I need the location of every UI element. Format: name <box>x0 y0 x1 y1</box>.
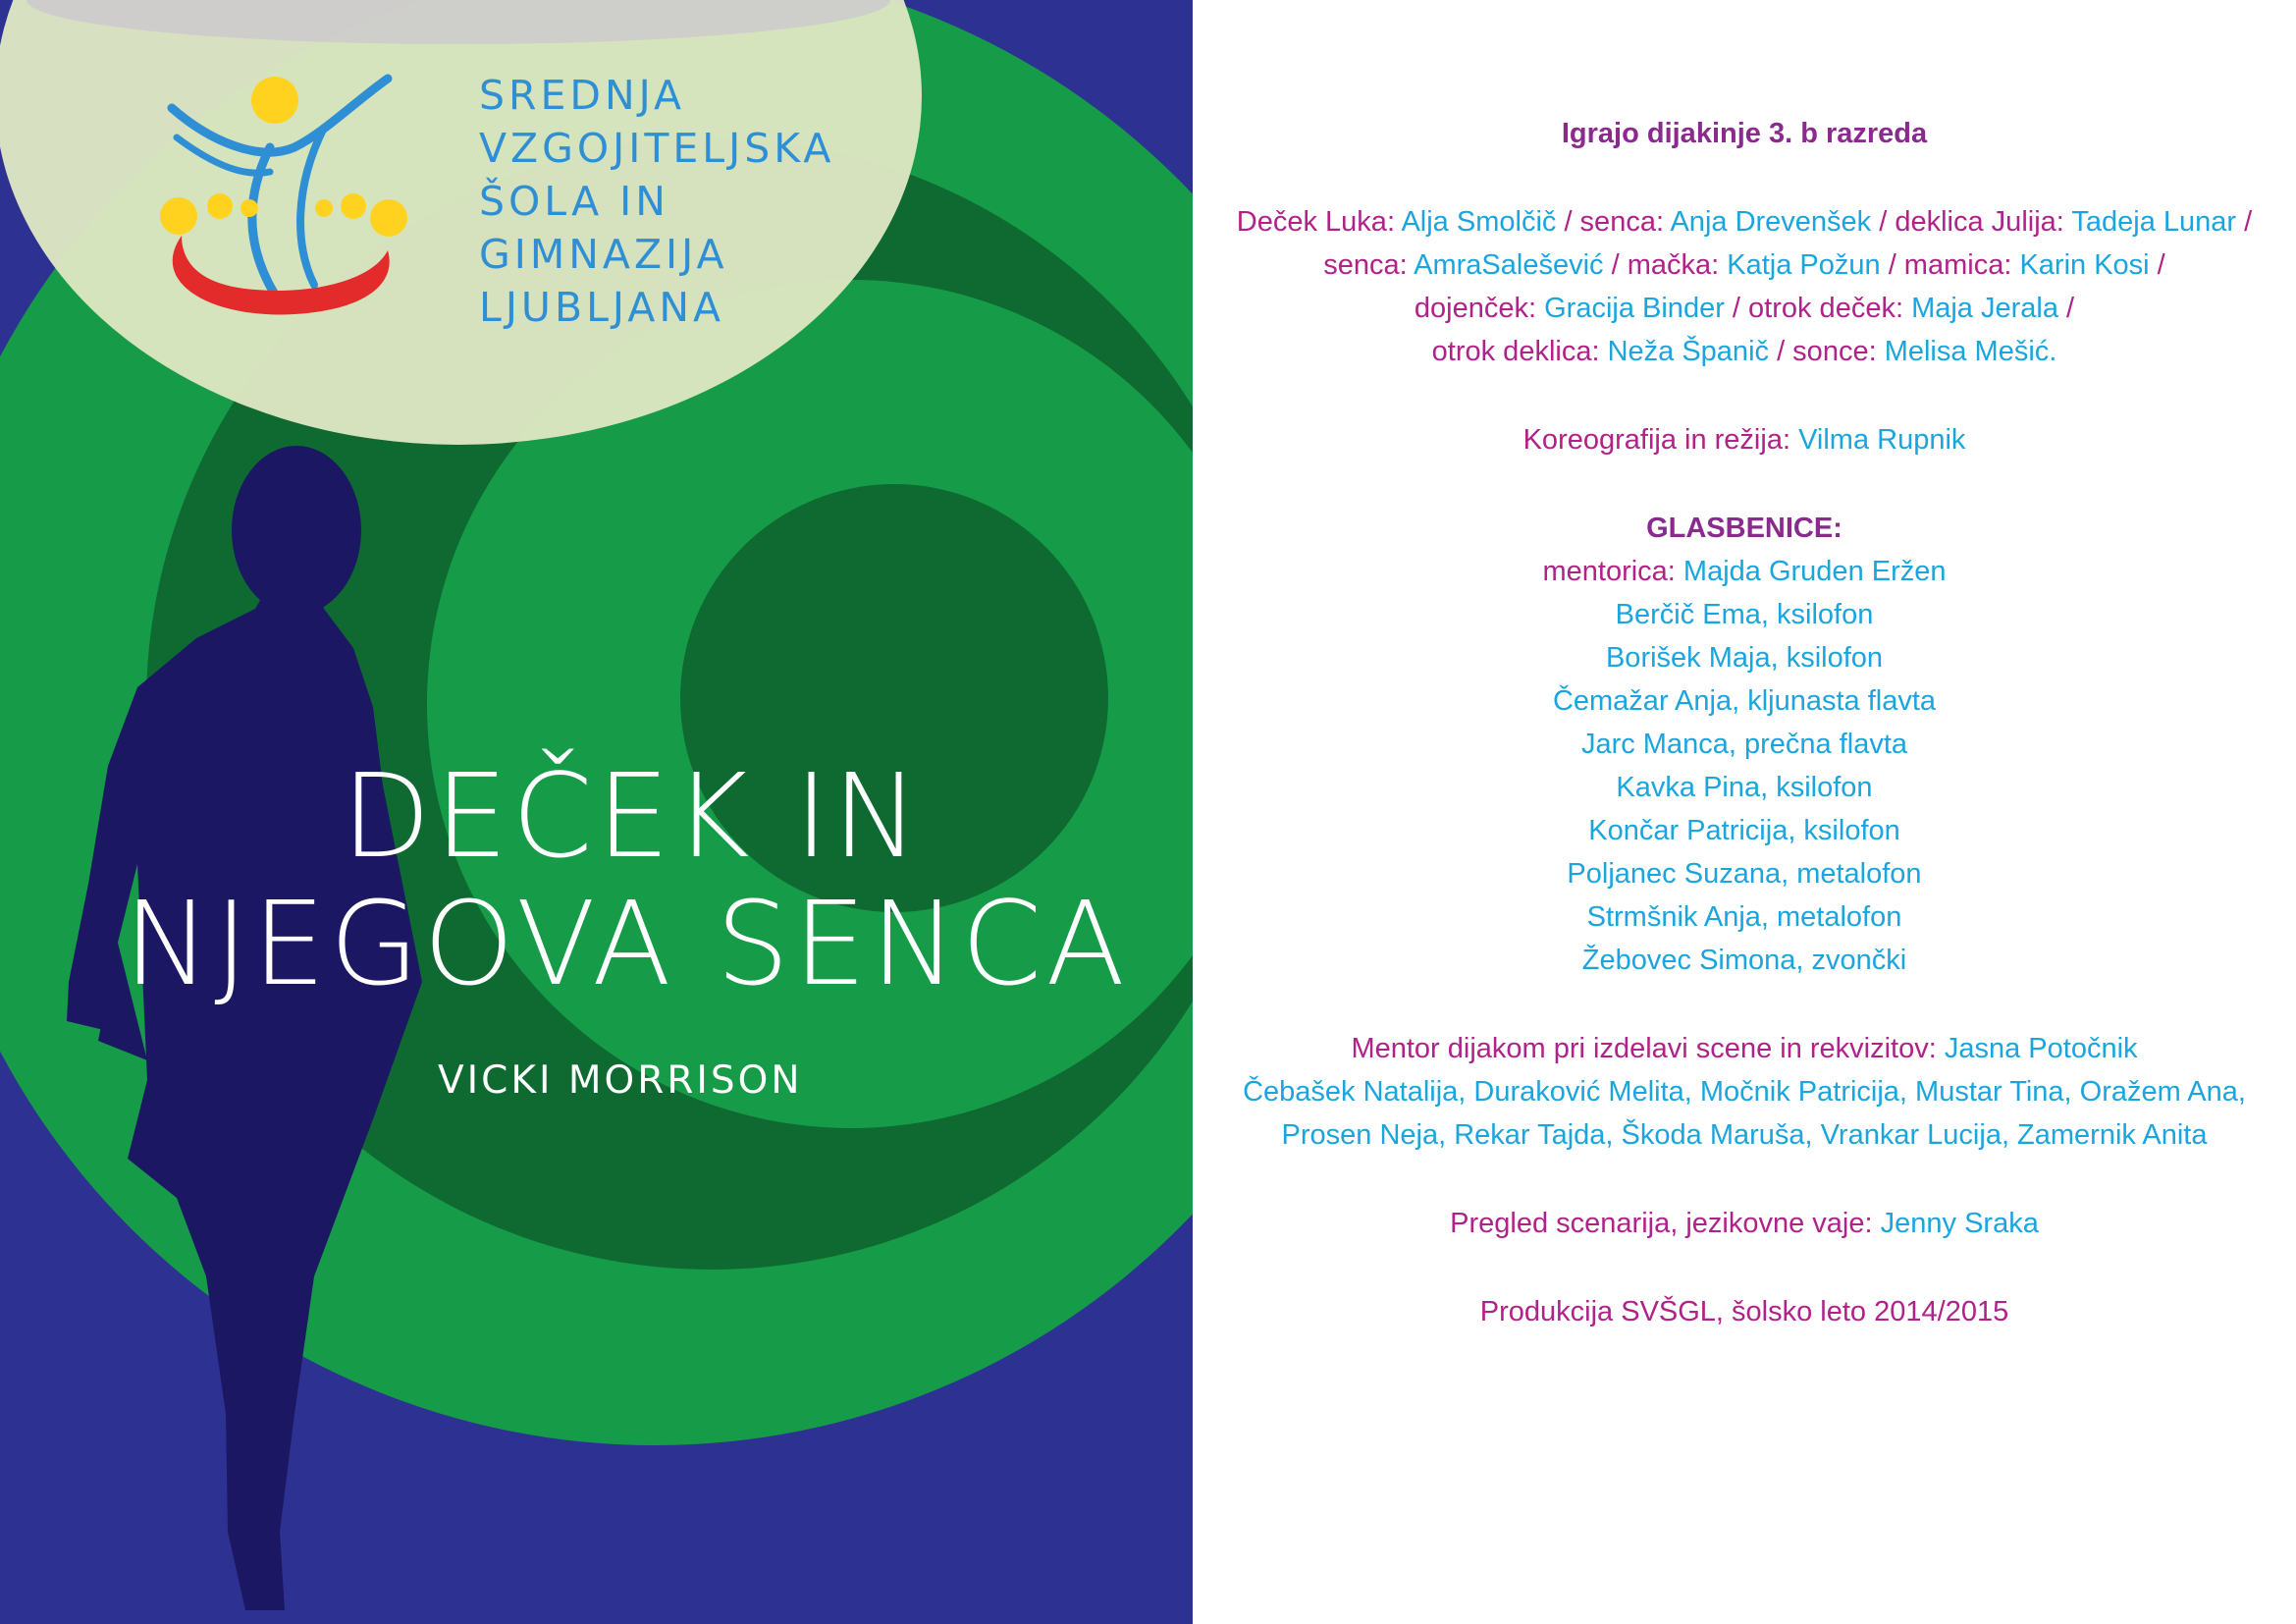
scene-students-line: Čebašek Natalija, Duraković Melita, Močnik Patricija, Mustar Tina, Oražem Ana, <box>1243 1076 2246 1108</box>
credit-name: Karin Kosi <box>2019 249 2150 281</box>
musician-item: Berčič Ema, ksilofon <box>1615 599 1874 630</box>
credit-role: dojenček: <box>1414 293 1545 324</box>
musician-item: Jarc Manca, prečna flavta <box>1580 729 1908 760</box>
credit-role: / <box>2236 206 2253 238</box>
cast-line <box>1193 200 2296 244</box>
credit-name: AmraSalešević <box>1414 249 1604 281</box>
credit-role: / mačka: <box>1603 249 1728 281</box>
credit-role: Mentor dijakom pri izdelavi scene in rekvizitov: <box>1351 1033 1945 1064</box>
musician-item: Strmšnik Anja, metalofon <box>1586 901 1902 933</box>
musician-item: Žebovec Simona, zvončki <box>1581 945 1907 976</box>
script-review-line <box>1193 1202 2296 1245</box>
school-name-line: VZGOJITELJSKA <box>479 125 835 172</box>
credit-name: Maja Jerala <box>1911 293 2058 324</box>
cover-title-line-2: NJEGOVA SENCA <box>124 876 1130 1011</box>
school-name-line: ŠOLA IN <box>479 178 669 225</box>
credit-role: Deček Luka: <box>1236 206 1402 238</box>
musician-item: Kavka Pina, ksilofon <box>1616 772 1873 803</box>
musician-item: Končar Patricija, ksilofon <box>1588 815 1900 846</box>
credit-role: / <box>2149 249 2165 281</box>
credit-name: Anja Drevenšek <box>1670 206 1872 238</box>
cast-line <box>1193 330 2296 373</box>
musician-item: Poljanec Suzana, metalofon <box>1567 858 1922 890</box>
cast-line <box>1193 287 2296 330</box>
musician-item: Borišek Maja, ksilofon <box>1605 642 1884 674</box>
credit-role: mentorica: <box>1542 556 1683 587</box>
credit-name: Melisa Mešić. <box>1884 336 2057 367</box>
scene-mentor-line <box>1193 1027 2296 1070</box>
credit-name: Katja Požun <box>1727 249 1881 281</box>
credit-role: otrok deklica: <box>1431 336 1608 367</box>
credit-role: senca: <box>1323 249 1415 281</box>
credit-name: Tadeja Lunar <box>2071 206 2237 238</box>
school-name-line: GIMNAZIJA <box>479 231 728 278</box>
credit-name: Jenny Sraka <box>1880 1208 2039 1239</box>
credit-role: / <box>2057 293 2075 324</box>
musicians-heading: GLASBENICE: <box>1646 513 1842 544</box>
production-line: Produkcija SVŠGL, šolsko leto 2014/2015 <box>1479 1296 2009 1327</box>
cast-line <box>1193 244 2296 287</box>
school-name-line: SREDNJA <box>479 72 686 119</box>
cover-title-line-1: DEČEK IN <box>342 748 924 884</box>
musician-item: Čemažar Anja, kljunasta flavta <box>1552 685 1937 717</box>
credit-name: Gracija Binder <box>1544 293 1725 324</box>
credit-role: / mamica: <box>1880 249 2020 281</box>
credits-page <box>1193 0 2296 1624</box>
cast-heading: Igrajo dijakinje 3. b razreda <box>1561 118 1928 149</box>
credit-name: Vilma Rupnik <box>1798 424 1966 456</box>
credit-name: Majda Gruden Eržen <box>1682 556 1947 587</box>
credit-name: Alja Smolčič <box>1401 206 1557 238</box>
credit-name: Neža Španič <box>1607 336 1770 367</box>
school-name-line: LJUBLJANA <box>479 284 725 331</box>
scene-students-line: Prosen Neja, Rekar Tajda, Škoda Maruša, Vrankar Lucija, Zamernik Anita <box>1281 1119 2208 1151</box>
credit-role: Koreografija in režija: <box>1522 424 1799 456</box>
credit-role: / otrok deček: <box>1724 293 1912 324</box>
credit-name: Jasna Potočnik <box>1944 1033 2138 1064</box>
credit-role: Pregled scenarija, jezikovne vaje: <box>1450 1208 1881 1239</box>
credit-role: / deklica Julija: <box>1871 206 2072 238</box>
credit-role: / senca: <box>1556 206 1671 238</box>
mentor-line <box>1193 550 2296 593</box>
credit-role: / sonce: <box>1769 336 1885 367</box>
choreography-line <box>1193 418 2296 461</box>
cover-author: VICKI MORRISON <box>438 1058 803 1103</box>
